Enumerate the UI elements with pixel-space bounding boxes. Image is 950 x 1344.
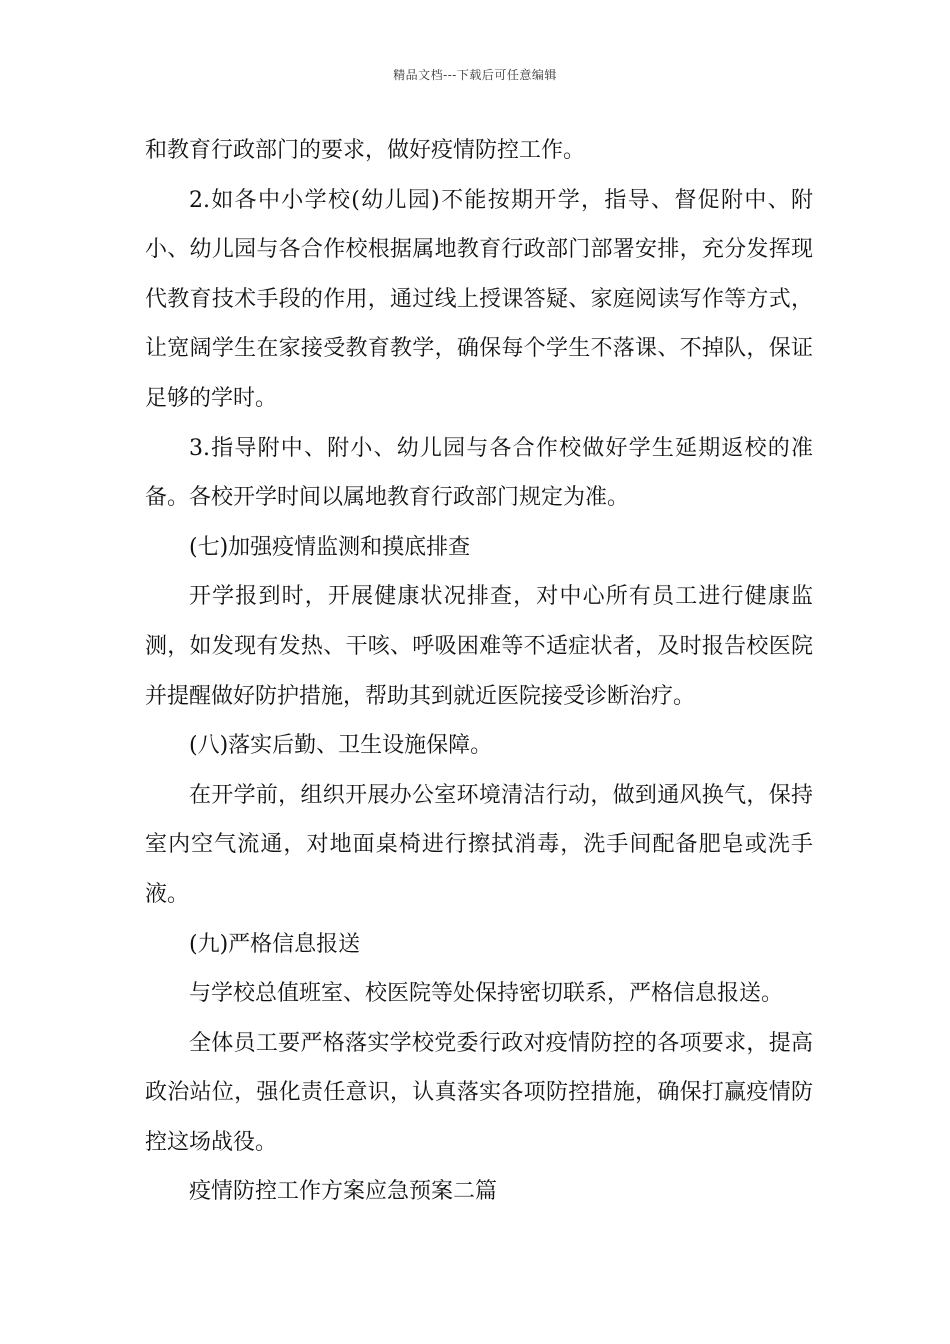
- paragraph-health-check: 开学报到时，开展健康状况排查，对中心所有员工进行健康监测，如发现有发热、干咳、呼吸困难等不适症状者，及时报告校医院并提醒做好防护措施，帮助其到就近医院接受诊断治疗。: [145, 584, 813, 709]
- paragraph-item-2: 2.如各中小学校(幼儿园)不能按期开学，指导、督促附中、附小、幼儿园与各合作校根据属地教育行政部门部署安排，充分发挥现代教育技术手段的作用，通过线上授课答疑、家庭阅读写作等方式，让宽阔学生在家接受教育教学，确保每个学生不落课、不掉队，保证足够的学时。: [145, 187, 813, 411]
- paragraph-cleaning: 在开学前，组织开展办公室环境清洁行动，做到通风换气，保持室内空气流通，对地面桌椅进行擦拭消毒，洗手间配备肥皂或洗手液。: [145, 782, 813, 907]
- next-title: 疫情防控工作方案应急预案二篇: [189, 1179, 498, 1205]
- section-heading-7: (七)加强疫情监测和摸底排查: [189, 534, 471, 560]
- paragraph-continuation: 和教育行政部门的要求，做好疫情防控工作。: [145, 138, 586, 163]
- paragraph-summary: 全体员工要严格落实学校党委行政对疫情防控的各项要求，提高政治站位，强化责任意识，认真落实各项防控措施，确保打赢疫情防控这场战役。: [145, 1030, 813, 1155]
- section-heading-9: (九)严格信息报送: [189, 931, 361, 957]
- paragraph-reporting: 与学校总值班室、校医院等处保持密切联系，严格信息报送。: [189, 981, 784, 1007]
- paragraph-item-3: 3.指导附中、附小、幼儿园与各合作校做好学生延期返校的准备。各校开学时间以属地教育行政部门规定为准。: [145, 435, 813, 511]
- document-body: [145, 126, 813, 1217]
- section-heading-8: (八)落实后勤、卫生设施保障。: [189, 733, 493, 759]
- page-header: 精品文档---下载后可任意编辑: [393, 68, 557, 82]
